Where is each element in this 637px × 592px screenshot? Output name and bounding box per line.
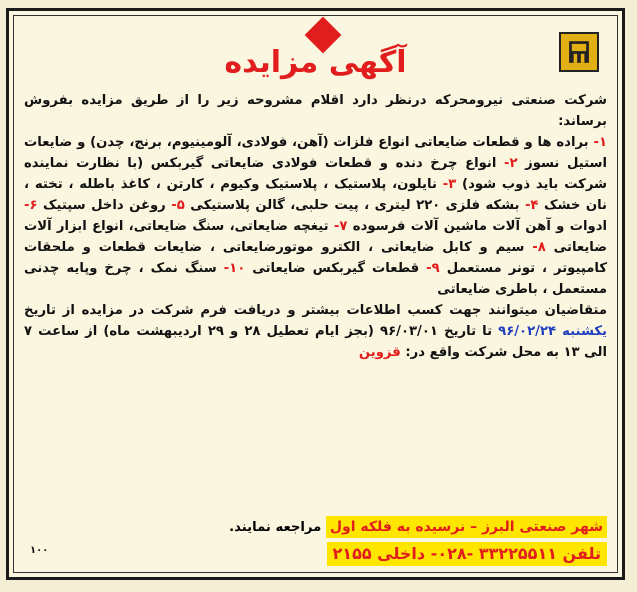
item-number: ۶- [24,198,38,213]
item-text: سیم و کابل ضایعاتی ، الکترو موتورضایعاتی ، ضایعات قطعات و ملحقات کامپیوتر ، تونر مستعمل [24,240,607,276]
item-text: قطعات گیربکس ضایعاتی [245,261,427,276]
item-text: تیغچه ضایعاتی، سنگ ضایعاتی، انواع ابزار آلات ضایعاتی [24,219,607,255]
closing-part-1: متقاضیان میتوانند جهت کسب اطلاعات بیشتر و دریافت فرم شرکت در مزایده از تاریخ [24,303,607,318]
auction-ad [6,8,625,580]
closing-part-2: تا تاریخ [437,324,499,339]
ad-body [24,90,607,363]
item-number: ۱- [593,135,607,150]
item-text: انواع چرخ دنده و قطعات فولادی ضایعاتی گیربکس (با نظارت نماینده شرکت باید ذوب شود) [24,156,607,192]
item-number: ۷- [333,219,348,234]
ad-title: آگهی مزایده [224,45,407,80]
intro-text: شرکت صنعتی نیرومحرکه درنظر دارد اقلام مشروحه زیر را از طریق مزایده بفروش برساند: [24,93,607,129]
item-number: ۱۰- [223,261,246,276]
company-logo-icon [559,32,599,72]
ad-reference-number: ۱۰۰ [30,545,49,556]
city-name: قزوین [358,345,401,360]
item-text: نایلون، پلاستیک ، پلاستیک وکیوم ، کارتن ، کاغذ باطله ، تخته ، نان خشک [24,177,607,213]
item-text: بشکه فلزی ۲۲۰ لیتری ، پیت حلبی، گالن پلاستیکی [184,198,525,213]
item-text: روغن داخل سپتیک [37,198,172,213]
closing-text [24,300,607,363]
item-text: ادوات و آهن آلات ماشین آلات فرسوده [347,219,607,234]
ad-inner-frame [13,15,618,573]
item-number: ۴- [524,198,539,213]
item-text: سنگ نمک ، چرخ وپایه چدنی مستعمل ، باطری ضایعاتی [24,261,607,297]
start-date: یکشنبه ۹۶/۰۲/۲۴ [498,324,607,339]
item-number: ۹- [426,261,440,276]
ad-header [14,16,617,86]
item-text: براده ها و قطعات ضایعاتی انواع فلزات (آهن، فولادی، آلومینیوم، برنج، چدن) و ضایعات استیل نسوز [24,135,607,171]
item-number: ۵- [171,198,185,213]
company-address: شهر صنعتی البرز – نرسیده به فلکه اول [326,516,607,538]
end-date: ۹۶/۰۳/۰۱ [380,324,438,339]
item-list [24,132,607,300]
ad-footer [229,516,607,566]
address-suffix: مراجعه نمایند. [229,520,326,535]
phone-number: تلفن ۳۳۲۲۵۵۱۱ -۰۲۸- داخلی ۲۱۵۵ [327,542,607,566]
item-number: ۲- [503,156,518,171]
item-number: ۸- [532,240,546,255]
closing-part-3: (بجز ایام تعطیل ۲۸ و ۲۹ اردیبهشت ماه) از ساعت ۷ الی ۱۳ به محل شرکت واقع در: [24,324,607,360]
item-number: ۳- [442,177,457,192]
